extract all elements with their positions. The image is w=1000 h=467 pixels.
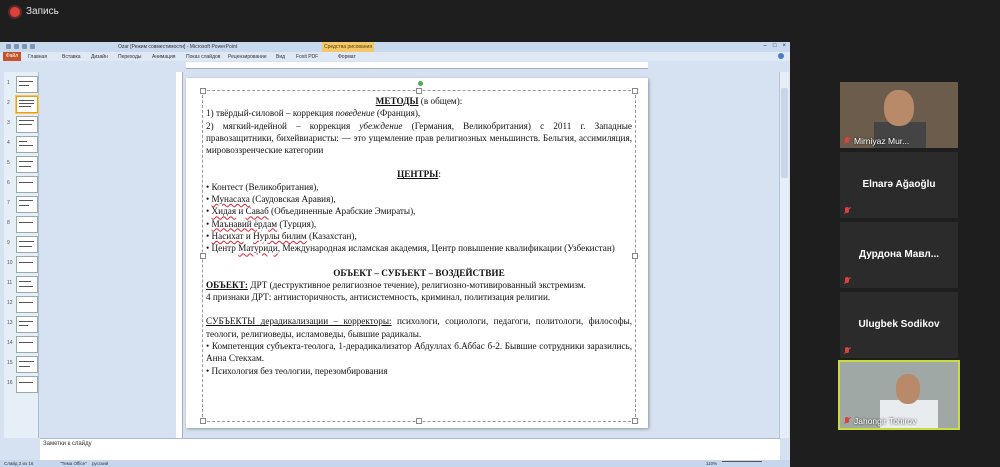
participant-tile-video-active-speaker[interactable] (840, 362, 958, 428)
resize-handle[interactable] (416, 88, 422, 94)
methods-heading: МЕТОДЫ (в общем): (375, 96, 463, 106)
resize-handle[interactable] (200, 418, 206, 424)
object-subject-heading: ОБЪЕКТ – СУБЪЕКТ – ВОЗДЕЙСТВИЕ (333, 267, 505, 278)
tab-view[interactable]: Вид (276, 54, 286, 60)
undo-icon[interactable] (22, 44, 27, 49)
participant-name: Mirniyaz Mur... (854, 136, 910, 146)
tab-home[interactable]: Главная (28, 54, 48, 60)
redo-icon[interactable] (30, 44, 35, 49)
mic-muted-icon (843, 417, 851, 425)
window-controls (764, 43, 786, 49)
slide-thumbnail[interactable]: 15 (16, 356, 38, 373)
center-item: • Центр Матуриди, Международная исламская академия, Центр повышение квалификации (Узбекистан) (206, 243, 615, 254)
slide-thumbnail[interactable]: 8 (16, 216, 38, 233)
powerpoint-window (0, 42, 790, 467)
theme-name: "Тема Office" (60, 461, 87, 466)
centers-heading: ЦЕНТРЫ: (397, 169, 441, 180)
slide-text-content[interactable] (206, 95, 632, 377)
record-icon[interactable] (10, 7, 20, 17)
mic-muted-icon (843, 207, 851, 215)
competence-line: • Компетенция субъекта-теолога, 1-дерадикализатор Абдуллах б.Аббас б-2. Бывшие сотрудники заразились, Анна Стекхам. (206, 341, 632, 364)
tab-slideshow[interactable]: Показ слайдов (186, 54, 221, 60)
slide-canvas (186, 78, 648, 428)
tab-foxit-pdf[interactable]: Foxit PDF (296, 54, 319, 60)
scrollbar-thumb[interactable] (781, 88, 788, 178)
subjects-line: СУБЪЕКТЫ дерадикализации – корректоры: психологи, социологи, педагоги, политологи, философы, теологи, религиоведы, исламоведы, бывшие радикалы. (206, 316, 632, 339)
slide-thumbnail[interactable]: 1 (16, 76, 38, 93)
mic-muted-icon (843, 137, 851, 145)
save-icon[interactable] (14, 44, 19, 49)
rotate-handle-icon[interactable] (418, 81, 423, 86)
minimize-icon[interactable]: – (763, 43, 767, 49)
resize-handle[interactable] (416, 418, 422, 424)
center-item: • Насихат и Нурлы билим (Казахстан), (206, 230, 357, 241)
participant-tile[interactable] (840, 222, 958, 288)
participant-name: Jahongir Tohirov (854, 416, 917, 426)
ribbon-tabs (0, 52, 790, 61)
recording-bar (0, 0, 1000, 24)
tab-format[interactable]: Формат (338, 54, 356, 60)
slide-thumbnail[interactable]: 10 (16, 256, 38, 273)
center-item: • Маънавий ёрдам (Турция), (206, 218, 317, 229)
tab-design[interactable]: Дизайн (91, 54, 108, 60)
tab-transitions[interactable]: Переходы (118, 54, 142, 60)
center-item: • Контест (Великобритания), (206, 181, 319, 192)
slide-thumbnails-panel (4, 72, 39, 438)
slide-thumbnail[interactable]: 12 (16, 296, 38, 313)
tab-file[interactable]: Файл (3, 52, 21, 61)
title-bar (0, 42, 790, 52)
quick-access-toolbar (6, 44, 35, 49)
participant-tile[interactable] (840, 152, 958, 218)
participant-name: Ulugbek Sodikov (858, 319, 940, 330)
app-icon[interactable] (6, 44, 11, 49)
slide-thumbnail[interactable]: 13 (16, 316, 38, 333)
slide-thumbnail[interactable]: 4 (16, 136, 38, 153)
help-icon[interactable] (778, 53, 784, 59)
slide-thumbnail[interactable]: 6 (16, 176, 38, 193)
center-item: • Хидая и Саваб (Объединенные Арабские Эмираты), (206, 206, 416, 217)
signs-line: 4 признаки ДРТ: антиисторичность, антисистемность, криминал, политизация религии. (206, 292, 551, 303)
tab-animation[interactable]: Анимация (152, 54, 176, 60)
resize-handle[interactable] (632, 88, 638, 94)
method-line-1: 1) твёрдый-силовой – коррекция поведение (Франция), (206, 108, 421, 119)
resize-handle[interactable] (632, 253, 638, 259)
vertical-scrollbar[interactable] (779, 72, 789, 438)
resize-handle[interactable] (200, 88, 206, 94)
psychology-line: • Психология без теологии, перезомбирования (206, 365, 388, 376)
context-tab-drawing-tools: Средства рисования (323, 44, 373, 50)
object-line: ОБЪЕКТ: ДРТ (деструктивное религиозное течение), религиозно-мотивированный экстремизм. (206, 279, 586, 290)
participant-name: Дурдона Мавл... (858, 249, 940, 260)
horizontal-ruler (186, 62, 648, 69)
slide-thumbnail[interactable]: 11 (16, 276, 38, 293)
slide-counter: Слайд 2 из 16 (4, 461, 34, 466)
zoom-slider[interactable] (722, 461, 762, 462)
mic-muted-icon (843, 277, 851, 285)
recording-label: Запись (26, 6, 59, 17)
center-item: • Мунасаха (Саудовская Аравия), (206, 194, 336, 205)
slide-thumbnail[interactable]: 9 (16, 236, 38, 253)
window-title: Ozar [Режим совместимости] - Microsoft PowerPoint (118, 44, 238, 50)
maximize-icon[interactable]: □ (772, 43, 777, 49)
slide-thumbnail[interactable]: 7 (16, 196, 38, 213)
tab-insert[interactable]: Вставка (62, 54, 81, 60)
mic-muted-icon (843, 347, 851, 355)
slide-thumbnail[interactable]: 14 (16, 336, 38, 353)
language-indicator[interactable]: русский (92, 461, 109, 466)
zoom-level[interactable]: 110% (706, 461, 718, 466)
notes-placeholder: Заметки к слайду (43, 441, 92, 447)
method-line-2: 2) мягкий-идейной – коррекция убеждение (Германия, Великобритания) с 2011 г. Западные правозащитники, бихейвиаристы: — это ущемление прав религиозных меньшинств. Бельгия, ассимиляция, мировоззренческие категории (206, 120, 632, 156)
tab-review[interactable]: Рецензирование (228, 54, 267, 60)
notes-pane[interactable] (40, 438, 780, 461)
slide-thumbnail[interactable]: 16 (16, 376, 38, 393)
slide-thumbnail-selected[interactable]: 2 (16, 96, 38, 113)
participant-tile[interactable] (840, 292, 958, 358)
slide-thumbnail[interactable]: 5 (16, 156, 38, 173)
resize-handle[interactable] (632, 418, 638, 424)
participant-face (896, 374, 920, 404)
close-icon[interactable]: × (782, 43, 786, 49)
slide-thumbnail[interactable]: 3 (16, 116, 38, 133)
status-bar (0, 460, 790, 467)
vertical-ruler (176, 72, 183, 462)
participant-face (884, 90, 914, 126)
participant-name: Elnarə Ağaoğlu (862, 179, 936, 190)
participant-tile-video[interactable] (840, 82, 958, 148)
